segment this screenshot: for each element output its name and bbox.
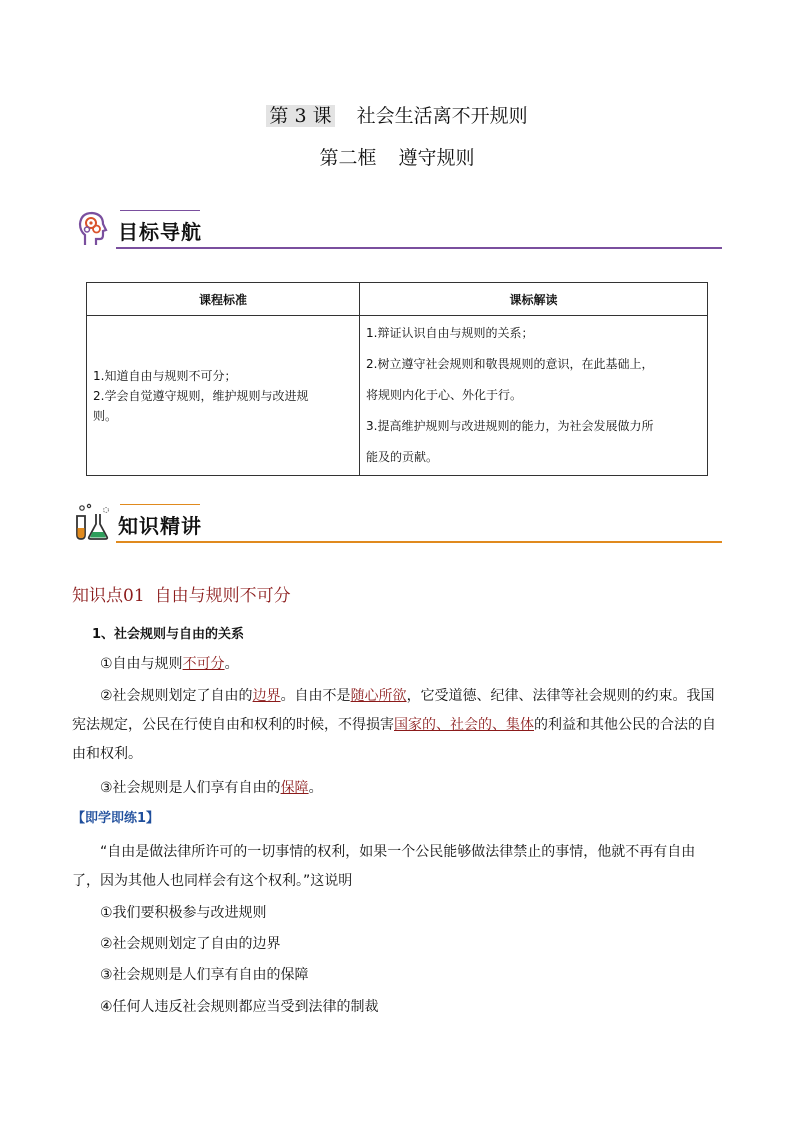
key-term: 国家的、社会的、集体: [394, 717, 534, 733]
knowledge-point-title: [72, 584, 291, 608]
knowledge-point-number: 知识点01: [72, 586, 145, 606]
text-span: 。自由不是: [280, 688, 351, 704]
interpretation-cell: [360, 316, 708, 476]
table-header-standard: 课程标准: [87, 283, 360, 316]
head-gears-icon: [72, 208, 112, 248]
list-item: 3.提高维护规则与改进规则的能力，为社会发展做力所: [366, 419, 654, 433]
option-2: ②社会规则划定了自由的边界: [100, 936, 281, 952]
option-1: ①我们要积极参与改进规则: [100, 905, 267, 921]
section-knowledge: [72, 502, 722, 546]
text-span: ①自由与规则: [100, 656, 183, 672]
text-span: 。: [308, 780, 323, 796]
key-term: 边界: [252, 688, 281, 704]
question-text: “自由是做法律所许可的一切事情的权利，如果一个公民能够做法律禁止的事情，他就不再有自由了，因为其他人也同样会有这个权利。”这说明: [72, 844, 696, 889]
key-term: 保障: [280, 780, 309, 796]
key-term: 不可分: [182, 656, 225, 672]
title-accent-line: [120, 210, 200, 211]
section-divider: [116, 541, 722, 543]
lab-flask-icon: [72, 502, 112, 542]
text-span: ③社会规则是人们享有自由的: [100, 780, 281, 796]
key-term: 随心所欲: [350, 688, 407, 704]
practice-label: [72, 804, 722, 833]
section-label: 目标导航: [118, 220, 202, 244]
lesson-title: [0, 101, 794, 131]
standard-cell: [87, 316, 360, 476]
table-header-row: [87, 283, 708, 316]
option-4: ④任何人违反社会规则都应当受到法律的制裁: [100, 999, 379, 1015]
list-item: 则。: [93, 408, 118, 423]
frame-title: [0, 143, 794, 173]
paragraph-1: [72, 650, 722, 679]
section-divider: [116, 247, 722, 249]
text-span: 。: [224, 656, 239, 672]
list-item: 2.树立遵守社会规则和敬畏规则的意识，在此基础上，: [366, 357, 654, 371]
list-item: 将规则内化于心、外化于行。: [366, 388, 523, 402]
practice-tag: 【即学即练1】: [72, 811, 160, 826]
subheading: 1、社会规则与自由的关系: [92, 627, 245, 642]
paragraph-3: [72, 774, 722, 803]
option-3: ③社会规则是人们享有自由的保障: [100, 967, 309, 983]
lesson-name: 社会生活离不开规则: [356, 105, 528, 127]
section-label: 知识精讲: [118, 514, 202, 538]
title-accent-line: [120, 504, 200, 505]
paragraph-2: [72, 682, 722, 769]
frame-name: 遵守规则: [398, 147, 475, 169]
text-span: ，它受道德、纪律、法律等社会规则的约束。我国宪法规定，公民在行使自由和权利的时候，不得损害: [72, 688, 715, 733]
lesson-number: 第 3 课: [266, 105, 334, 127]
list-item: 1.知道自由与规则不可分；: [93, 368, 237, 383]
list-item: 能及的贡献。: [366, 450, 439, 464]
frame-number: 第二框: [319, 147, 377, 169]
knowledge-point-name: 自由与规则不可分: [154, 586, 291, 606]
curriculum-table: [86, 282, 708, 476]
table-row: [87, 316, 708, 476]
list-item: 2.学会自觉遵守规则，维护规则与改进规: [93, 388, 309, 403]
text-span: ②社会规则划定了自由的: [100, 688, 253, 704]
list-item: 1.辩证认识自由与规则的关系；: [366, 326, 534, 340]
table-header-interpretation: 课标解读: [360, 283, 708, 316]
text-span: 的利益和其他公民的合法的自由和权利。: [72, 717, 716, 762]
section-goal-navigation: [72, 208, 722, 252]
